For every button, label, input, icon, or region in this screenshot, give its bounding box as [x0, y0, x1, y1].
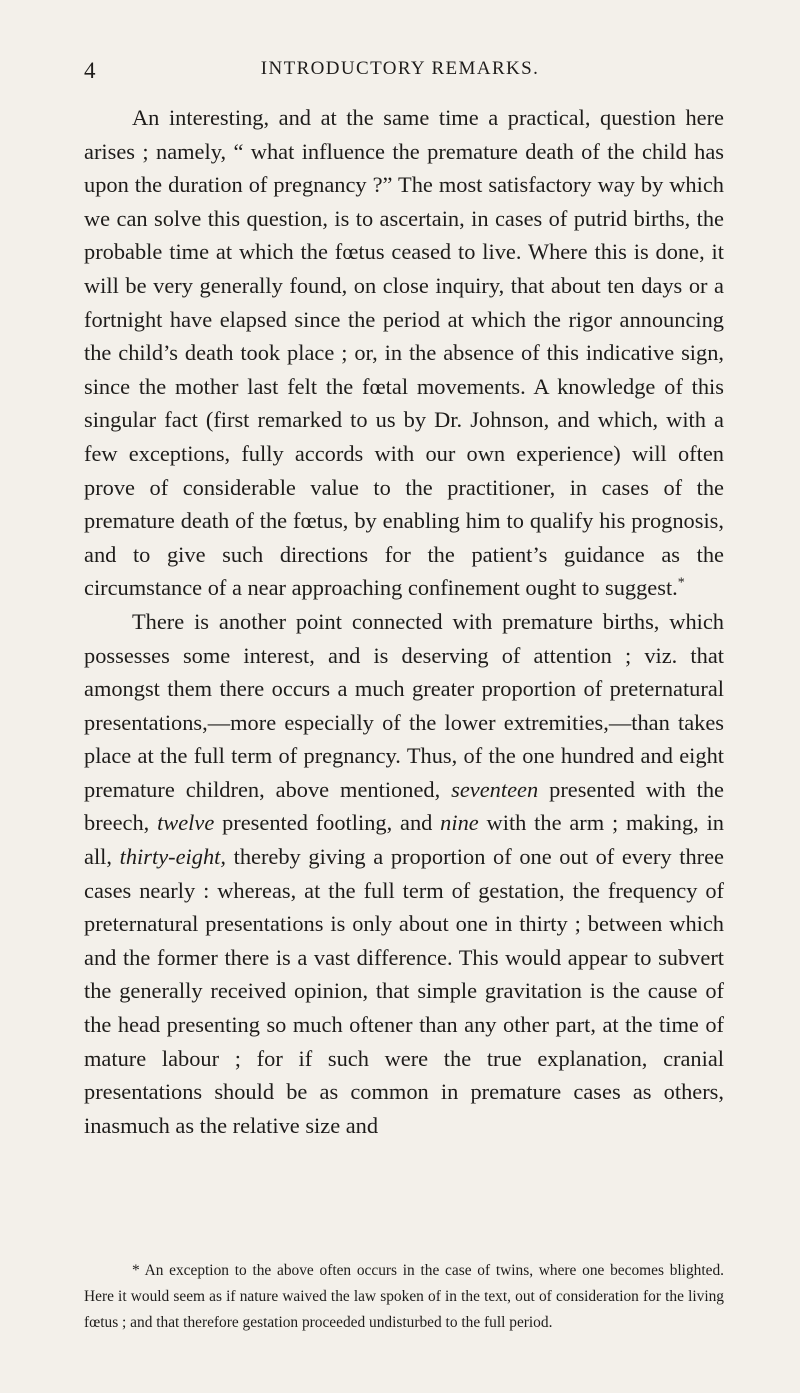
italic-text: twelve	[157, 810, 215, 836]
paragraph	[84, 101, 724, 605]
body-text	[84, 101, 724, 1142]
footnotes	[84, 1258, 724, 1336]
paragraph-text: thereby giving a proportion of one out of every three cases nearly : whereas, at the full term of gestation, the frequency of preternatural presentations is only about one in thirty ; between which and the former there is a vast difference. This would appear to subvert the generally received opinion, that simple gravitation is the cause of the head presenting so much oftener than any other part, at the time of mature labour ; for if such were the true explanation, cranial presentations should be as common in premature cases as others, inasmuch as the relative size and	[84, 844, 724, 1138]
paragraph	[84, 605, 724, 1143]
footnote: * An exception to the above often occurs in the case of twins, where one becomes blighted. Here it would seem as if nature waived the law spoken of in the text, out of consideration for the living fœtus ; and that therefore gestation proceeded undisturbed to the full period.	[84, 1262, 724, 1331]
page-number: 4	[84, 58, 96, 83]
paragraph-text: An interesting, and at the same time a practical, question here arises ; namely, “ what influence the premature death of the child has upon the duration of pregnancy ?” The most satisfactory way by which we can solve this question, is to ascertain, in cases of putrid births, the probable time at which the fœtus ceased to live. Where this is done, it will be very generally found, on close inquiry, that about ten days or a fortnight have elapsed since the period at which the rigor announcing the child’s death took place ; or, in the absence of this indicative sign, since the mother last felt the fœtal movements. A knowledge of this singular fact (first remarked to us by Dr. Johnson, and which, with a few exceptions, fully accords with our own experience) will often prove of considerable value to the practitioner, in cases of the premature death of the fœtus, by enabling him to qualify his prognosis, and to give such directions for the patient’s guidance as the circumstance of a near approaching confinement ought to suggest.	[84, 105, 724, 601]
italic-text: nine	[440, 810, 479, 836]
footnote-reference: *	[677, 575, 685, 591]
paragraph-text: presented footling, and	[214, 810, 441, 836]
paragraph-text: presented with the breech,	[84, 776, 724, 836]
running-title: INTRODUCTORY REMARKS.	[260, 58, 540, 79]
italic-text: thirty-eight,	[119, 844, 226, 870]
paragraph-text: with the arm ; making, in all,	[84, 810, 724, 870]
page-header	[84, 58, 716, 88]
paragraph-text: There is another point connected with premature births, which possesses some interest, and is deserving of attention ; viz. that amongst them there occurs a much greater proportion of preternatural presentations,—more especially of the lower extremities,—than takes place at the full term of pregnancy. Thus, of the one hundred and eight premature children, above mentioned,	[84, 608, 724, 802]
italic-text: seventeen	[451, 776, 539, 802]
